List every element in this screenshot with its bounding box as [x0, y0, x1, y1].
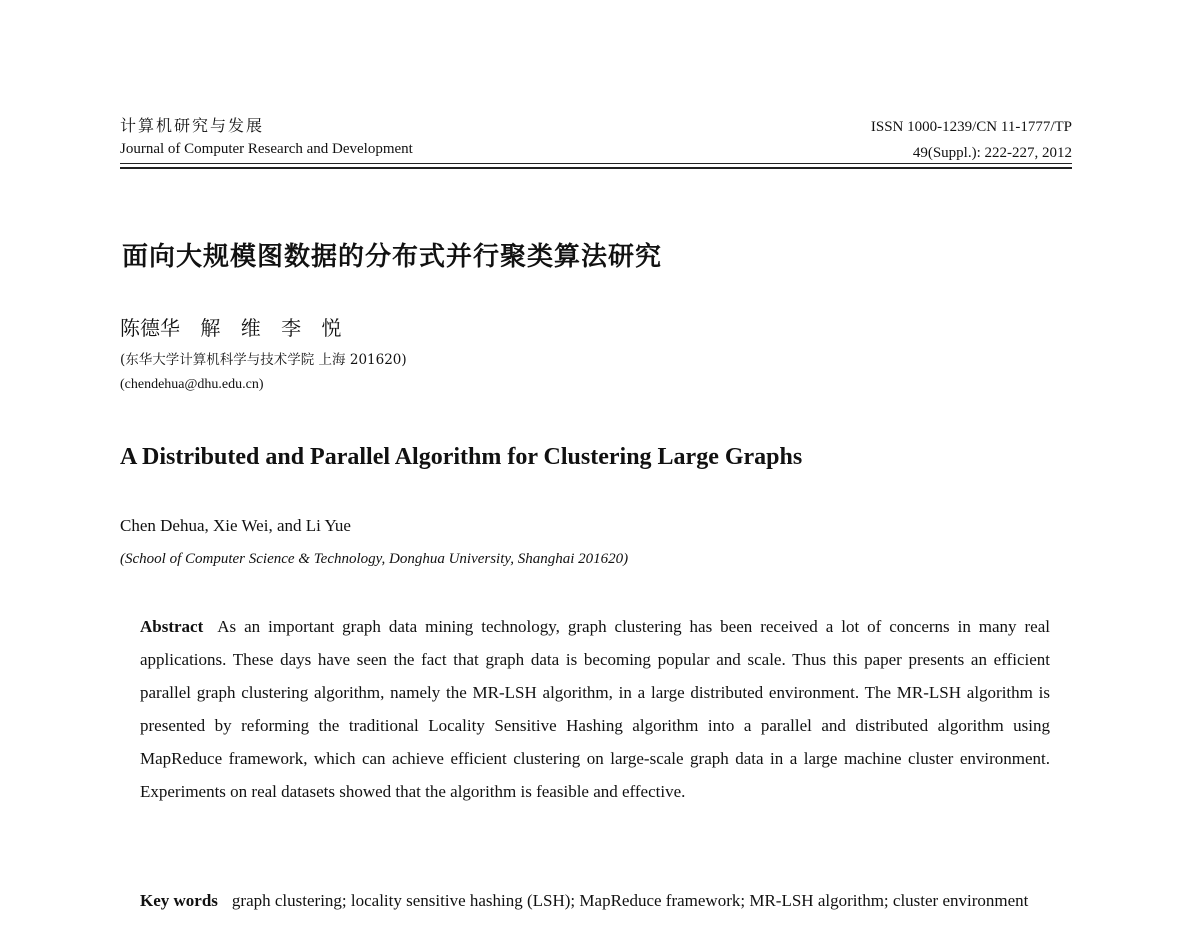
affiliation-cn: (东华大学计算机科学与技术学院 上海 201620): [120, 352, 407, 368]
abstract-label: Abstract: [140, 617, 204, 636]
title-en: A Distributed and Parallel Algorithm for Clustering Large Graphs: [120, 444, 803, 470]
volume-info: 49(Suppl.): 222-227, 2012: [912, 145, 1072, 161]
authors-cn: 陈德华 解 维 李 悦: [120, 316, 342, 340]
title-cn: 面向大规模图数据的分布式并行聚类算法研究: [122, 242, 663, 272]
journal-name-en: Journal of Computer Research and Development: [120, 141, 413, 157]
keywords-text: graph clustering; locality sensitive hashing (LSH); MapReduce framework; MR-LSH algorithm; cluster environment: [231, 891, 1029, 910]
abstract-text: As an important graph data mining technology, graph clustering has been received a lot of concerns in many real applications. These days have seen the fact that graph data is becoming popular and scale. Thus this paper presents an efficient parallel graph clustering algorithm, namely the MR-LSH algorithm, in a large distributed environment. The MR-LSH algorithm is presented by reforming the traditional Locality Sensitive Hashing algorithm into a parallel and distributed algorithm using MapReduce framework, which can achieve efficient clustering on large-scale graph data in a large machine cluster environment. Experiments on real datasets showed that the algorithm is feasible and effective.: [140, 617, 1050, 801]
header-rule: [120, 163, 1072, 164]
keywords: [140, 884, 1050, 917]
journal-name-cn: 计算机研究与发展: [120, 116, 265, 135]
keywords-label: Key words: [140, 891, 218, 910]
header-rule-thick: [120, 167, 1072, 169]
abstract: [140, 610, 1050, 808]
author-email: (chendehua@dhu.edu.cn): [120, 377, 264, 392]
affiliation-en: (School of Computer Science & Technology, Donghua University, Shanghai 201620): [120, 551, 629, 567]
authors-en: Chen Dehua, Xie Wei, and Li Yue: [120, 516, 351, 535]
issn: ISSN 1000-1239/CN 11-1777/TP: [870, 119, 1072, 135]
